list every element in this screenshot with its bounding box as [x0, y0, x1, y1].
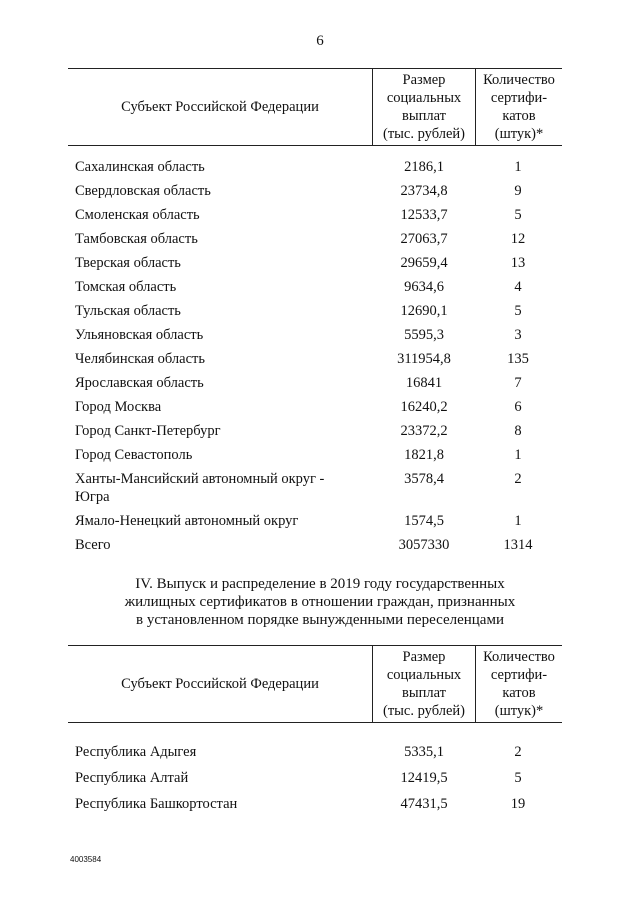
certificate-count: 2 — [514, 744, 522, 760]
certificate-count: 5 — [514, 207, 522, 223]
payment-value: 3057330 — [398, 537, 450, 553]
document-code: 4003584 — [70, 855, 102, 864]
payment-value: 23734,8 — [400, 183, 448, 199]
subject-name: Ханты-Мансийский автономный округ - Югра — [75, 471, 325, 505]
payment-value: 3578,4 — [404, 471, 444, 487]
payment-value: 2186,1 — [404, 159, 444, 175]
section-title: IV. Выпуск и распределение в 2019 году государственных жилищных сертификатов в отношении граждан, признанных в установленном порядке вынужденными переселенцами — [124, 576, 516, 628]
certificate-count: 5 — [514, 303, 522, 319]
certificate-count: 5 — [514, 770, 522, 786]
certificate-count: 6 — [514, 399, 522, 415]
table-row — [68, 398, 562, 416]
table-row — [68, 326, 562, 344]
certificate-count: 1 — [514, 447, 522, 463]
header-subject: Субъект Российской Федерации — [121, 675, 319, 692]
table-2-body — [68, 743, 562, 813]
certificate-count: 3 — [514, 327, 522, 343]
table-row — [68, 182, 562, 200]
payment-value: 47431,5 — [400, 796, 448, 812]
payment-value: 12419,5 — [400, 770, 448, 786]
table-1 — [68, 68, 562, 560]
header-certificates: Количество сертифи- катов (штук)* — [483, 649, 555, 719]
table-row — [68, 254, 562, 272]
subject-name: Ульяновская область — [75, 327, 204, 343]
certificate-count: 2 — [514, 471, 522, 487]
certificate-count: 19 — [510, 796, 526, 812]
table-row — [68, 422, 562, 440]
payment-value: 12690,1 — [400, 303, 448, 319]
subject-name: Тверская область — [75, 255, 181, 271]
subject-name: Ярославская область — [75, 375, 204, 391]
certificate-count: 8 — [514, 423, 522, 439]
payment-value: 9634,6 — [404, 279, 444, 295]
table-row — [68, 446, 562, 464]
subject-name: Республика Башкортостан — [75, 796, 238, 812]
table-2 — [68, 645, 562, 821]
table-row — [68, 536, 562, 554]
page-number: 6 — [316, 33, 324, 49]
header-subject: Субъект Российской Федерации — [121, 98, 319, 115]
certificate-count: 4 — [514, 279, 522, 295]
table-row — [68, 158, 562, 176]
table-row — [68, 206, 562, 224]
payment-value: 23372,2 — [400, 423, 448, 439]
subject-name: Город Москва — [75, 399, 162, 415]
subject-name: Сахалинская область — [75, 159, 205, 175]
table-row — [68, 743, 562, 761]
subject-name: Тамбовская область — [75, 231, 198, 247]
certificate-count: 12 — [510, 231, 526, 247]
table-1-header — [68, 68, 562, 146]
table-row — [68, 769, 562, 787]
payment-value: 1821,8 — [404, 447, 444, 463]
table-row — [68, 302, 562, 320]
subject-name: Республика Адыгея — [75, 744, 197, 760]
payment-value: 1574,5 — [404, 513, 444, 529]
subject-name: Город Санкт-Петербург — [75, 423, 221, 439]
subject-name: Ямало-Ненецкий автономный округ — [75, 513, 299, 529]
subject-name: Свердловская область — [75, 183, 211, 199]
header-payments: Размер социальных выплат (тыс. рублей) — [383, 649, 465, 719]
subject-name: Всего — [75, 537, 111, 553]
payment-value: 29659,4 — [400, 255, 448, 271]
payment-value: 12533,7 — [400, 207, 448, 223]
header-certificates: Количество сертифи- катов (штук)* — [483, 72, 555, 142]
table-2-header — [68, 645, 562, 723]
subject-name: Смоленская область — [75, 207, 200, 223]
certificate-count: 135 — [507, 351, 529, 367]
table-row — [68, 374, 562, 392]
certificate-count: 1 — [514, 513, 522, 529]
subject-name: Республика Алтай — [75, 770, 189, 786]
table-row — [68, 795, 562, 813]
subject-name: Томская область — [75, 279, 177, 295]
subject-name: Тульская область — [75, 303, 181, 319]
table-row — [68, 470, 562, 506]
payment-value: 5595,3 — [404, 327, 444, 343]
header-payments: Размер социальных выплат (тыс. рублей) — [383, 72, 465, 142]
payment-value: 5335,1 — [404, 744, 444, 760]
subject-name: Челябинская область — [75, 351, 205, 367]
table-row — [68, 230, 562, 248]
payment-value: 16841 — [405, 375, 443, 391]
payment-value: 16240,2 — [400, 399, 448, 415]
payment-value: 311954,8 — [397, 351, 451, 367]
table-row — [68, 350, 562, 368]
table-row — [68, 278, 562, 296]
subject-name: Город Севастополь — [75, 447, 193, 463]
table-row — [68, 512, 562, 530]
certificate-count: 1314 — [503, 537, 533, 553]
table-1-body — [68, 158, 562, 554]
certificate-count: 9 — [514, 183, 522, 199]
certificate-count: 13 — [510, 255, 526, 271]
certificate-count: 7 — [514, 375, 522, 391]
certificate-count: 1 — [514, 159, 522, 175]
payment-value: 27063,7 — [400, 231, 448, 247]
